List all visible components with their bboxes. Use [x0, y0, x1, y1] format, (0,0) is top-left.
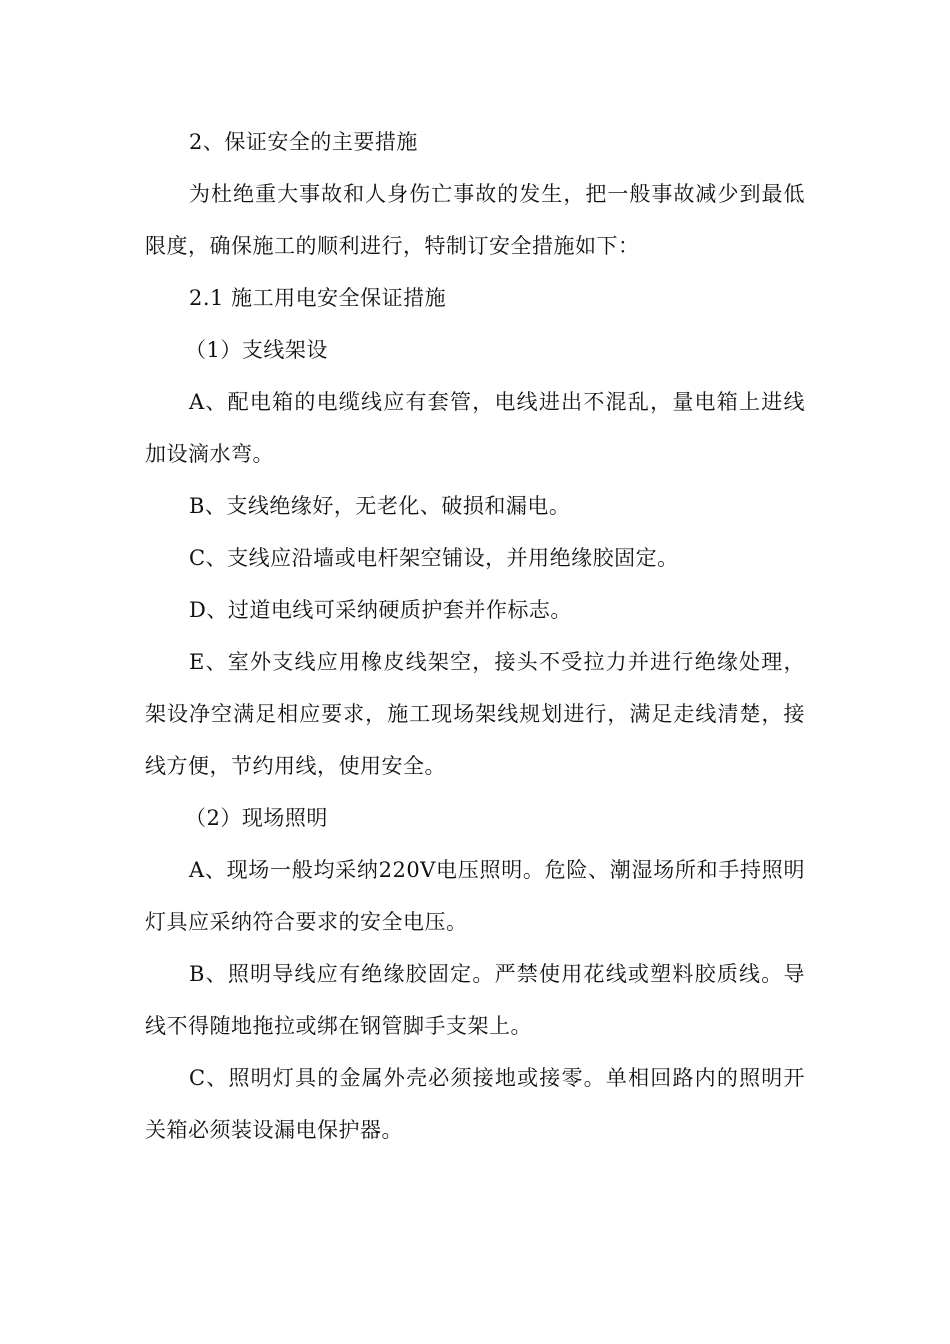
list-item: C、支线应沿墙或电杆架空铺设，并用绝缘胶固定。 — [189, 546, 679, 570]
section-heading: 2、保证安全的主要措施 — [189, 130, 418, 154]
list-item: A、现场一般均采纳220V电压照明。危险、潮湿场所和手持照明灯具应采纳符合要求的安全电压。 — [145, 858, 805, 934]
sub-heading-site-lighting: （2）现场照明 — [185, 806, 328, 830]
document-body — [145, 116, 805, 1156]
list-item: D、过道电线可采纳硬质护套并作标志。 — [189, 598, 572, 622]
list-item: C、照明灯具的金属外壳必须接地或接零。单相回路内的照明开关箱必须装设漏电保护器。 — [145, 1066, 805, 1142]
subsection-heading: 2.1 施工用电安全保证措施 — [189, 286, 447, 310]
list-item: A、配电箱的电缆线应有套管，电线进出不混乱，量电箱上进线加设滴水弯。 — [145, 390, 805, 466]
intro-paragraph: 为杜绝重大事故和人身伤亡事故的发生，把一般事故减少到最低限度，确保施工的顺利进行，特制订安全措施如下： — [145, 182, 805, 258]
list-item: B、照明导线应有绝缘胶固定。严禁使用花线或塑料胶质线。导线不得随地拖拉或绑在钢管脚手支架上。 — [145, 962, 805, 1038]
list-item: B、支线绝缘好，无老化、破损和漏电。 — [189, 494, 571, 518]
list-item: E、室外支线应用橡皮线架空，接头不受拉力并进行绝缘处理，架设净空满足相应要求，施工现场架线规划进行，满足走线清楚，接线方便，节约用线，使用安全。 — [145, 650, 805, 778]
sub-heading-branch-lines: （1）支线架设 — [185, 338, 328, 362]
